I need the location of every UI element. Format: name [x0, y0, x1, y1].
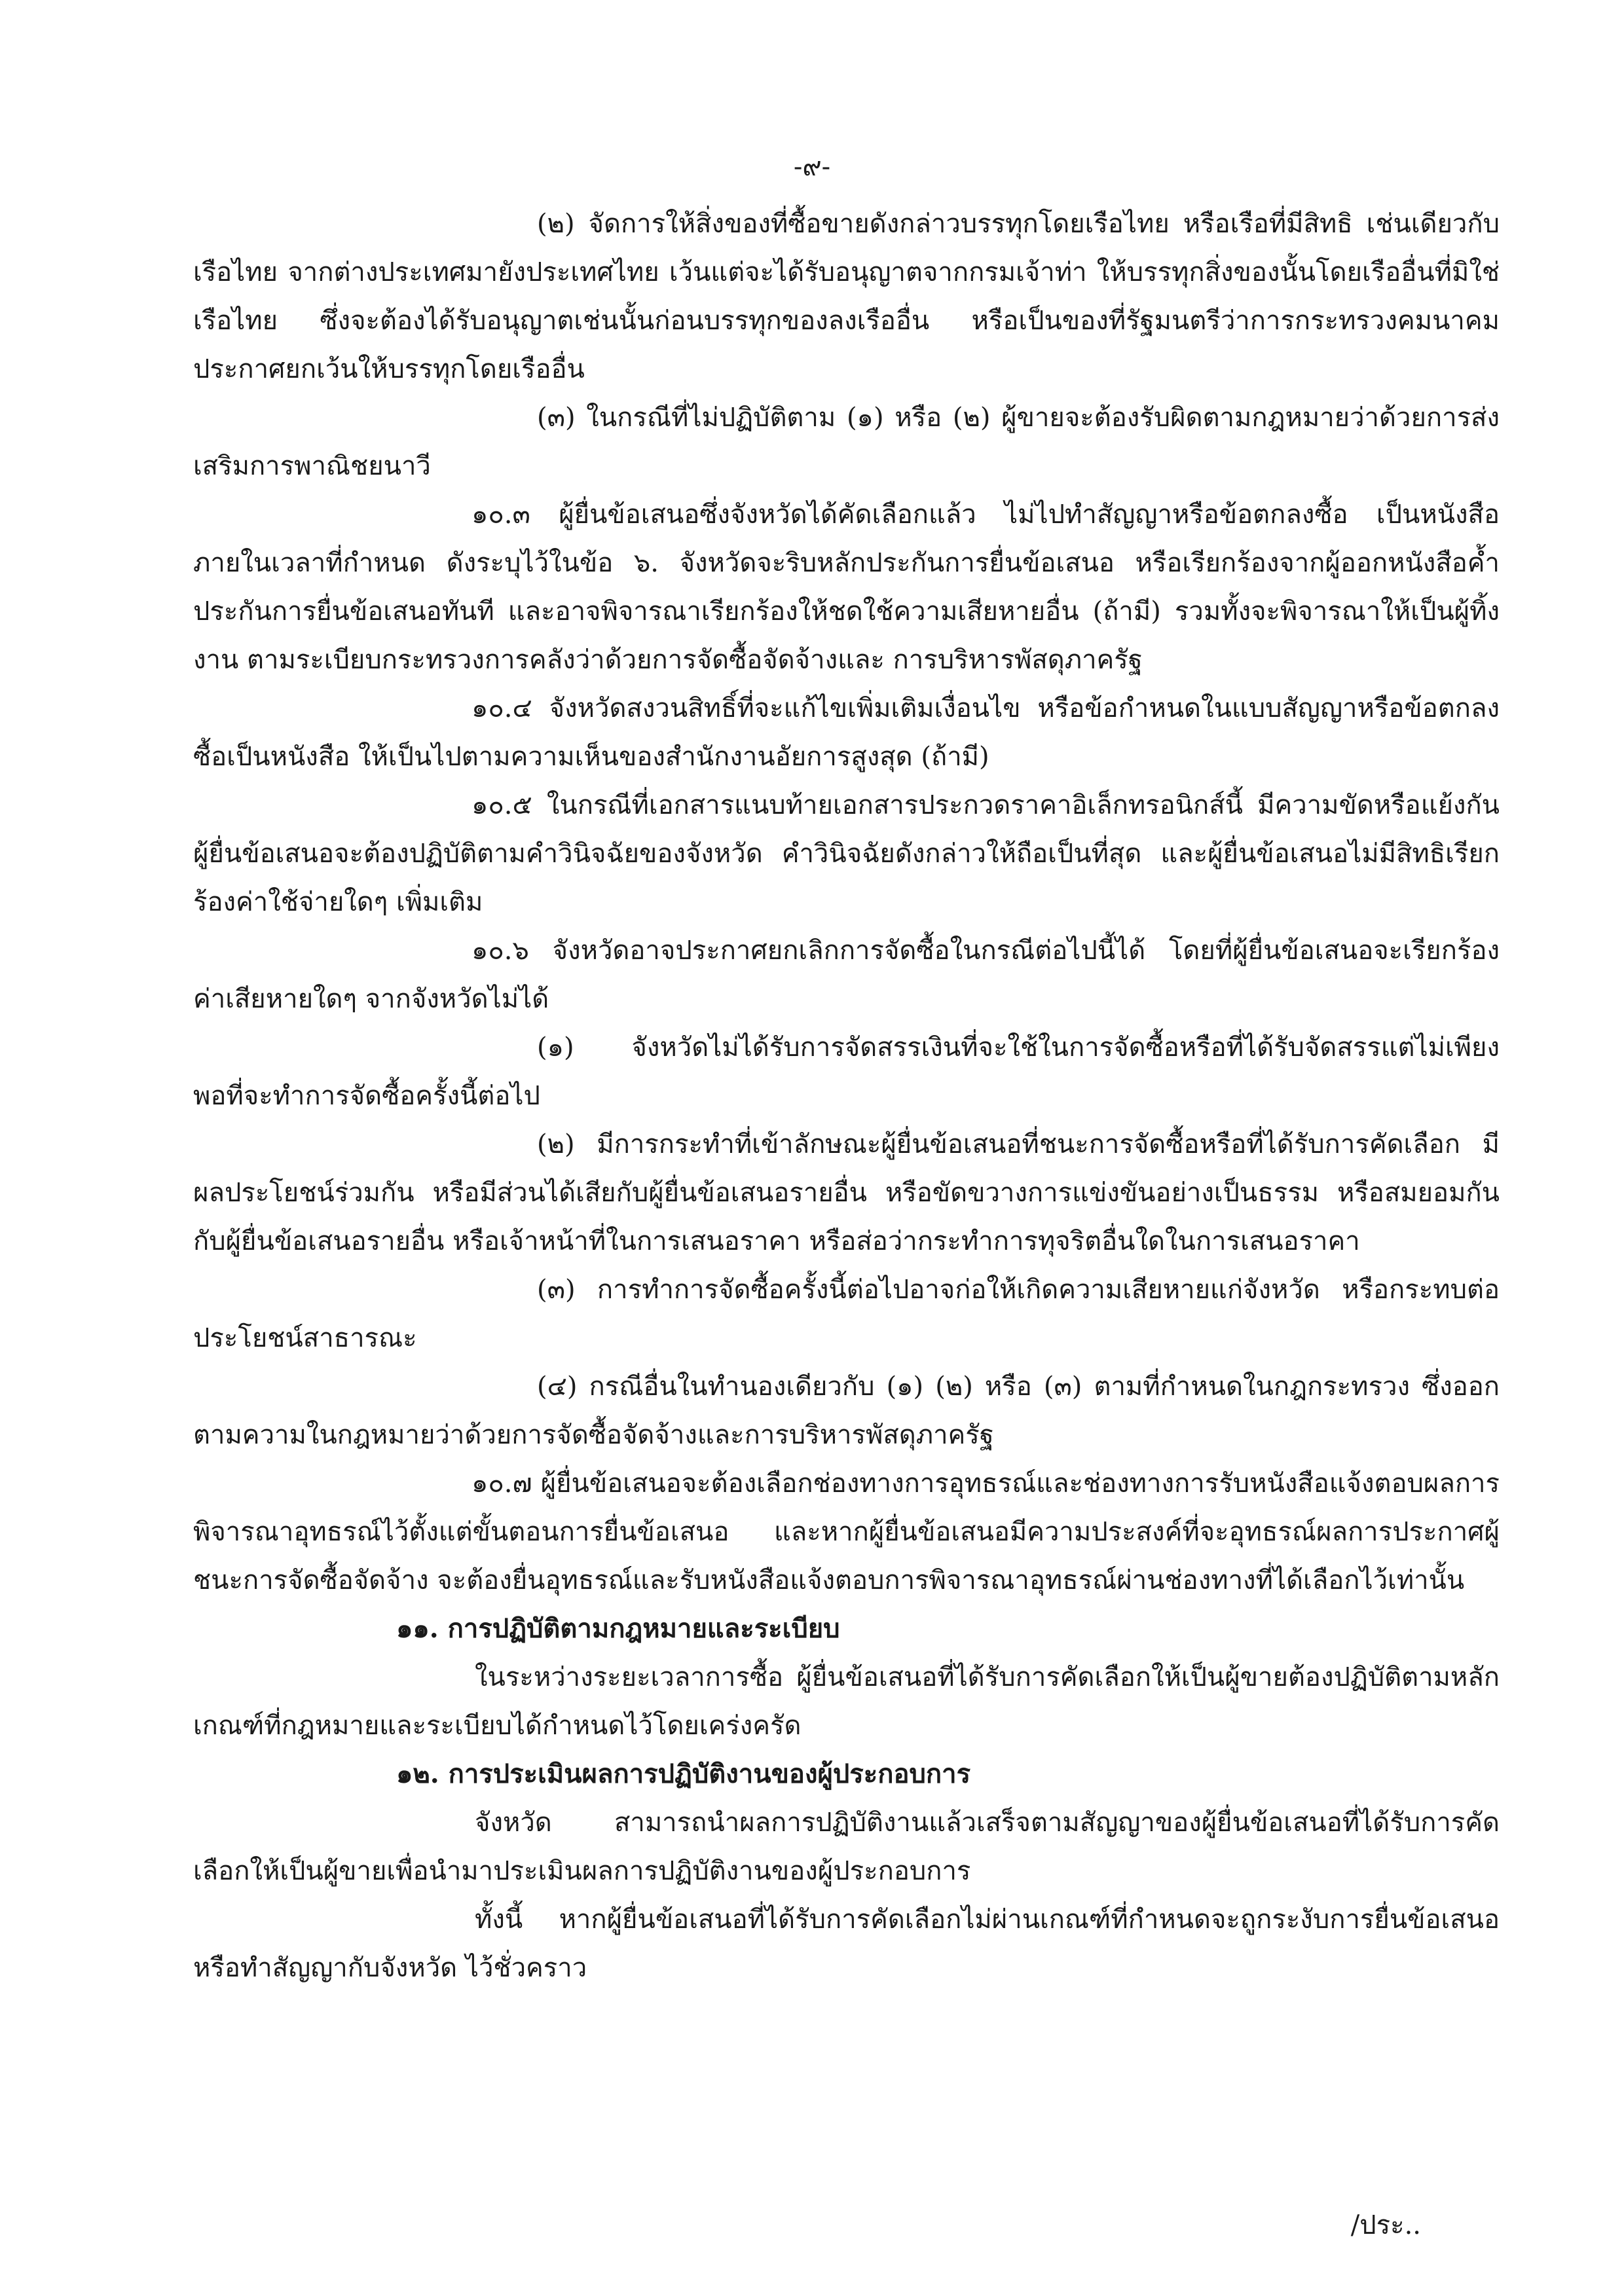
- paragraph: (๓) การทำการจัดซื้อครั้งนี้ต่อไปอาจก่อให้เกิดความเสียหายแก่จังหวัด หรือกระทบต่อประโยชน์สาธารณะ: [193, 1275, 1500, 1353]
- document-body: [193, 200, 1500, 1992]
- paragraph: (๒) มีการกระทำที่เข้าลักษณะผู้ยื่นข้อเสนอที่ชนะการจัดซื้อหรือที่ได้รับการคัดเลือก มีผลประโยชน์ร่วมกัน หรือมีส่วนได้เสียกับผู้ยื่นข้อเสนอรายอื่น หรือขัดขวางการแข่งขันอย่างเป็นธรรม หรือสมยอมกันกับผู้ยื่นข้อเสนอรายอื่น หรือเจ้าหน้าที่ในการเสนอราคา หรือส่อว่ากระทำการทุจริตอื่นใดในการเสนอราคา: [193, 1129, 1500, 1256]
- paragraph: (๑) จังหวัดไม่ได้รับการจัดสรรเงินที่จะใช้ในการจัดซื้อหรือที่ได้รับจัดสรรแต่ไม่เพียงพอที่จะทำการจัดซื้อครั้งนี้ต่อไป: [193, 1032, 1500, 1111]
- paragraph: ในระหว่างระยะเวลาการซื้อ ผู้ยื่นข้อเสนอที่ได้รับการคัดเลือกให้เป็นผู้ขายต้องปฏิบัติตามหลักเกณฑ์ที่กฎหมายและระเบียบได้กำหนดไว้โดยเคร่งครัด: [193, 1662, 1500, 1741]
- paragraph: ทั้งนี้ หากผู้ยื่นข้อเสนอที่ได้รับการคัดเลือกไม่ผ่านเกณฑ์ที่กำหนดจะถูกระงับการยื่นข้อเสนอหรือทำสัญญากับจังหวัด ไว้ชั่วคราว: [193, 1904, 1500, 1983]
- paragraph: ๑๐.๓ ผู้ยื่นข้อเสนอซึ่งจังหวัดได้คัดเลือกแล้ว ไม่ไปทำสัญญาหรือข้อตกลงซื้อ เป็นหนังสือภายในเวลาที่กำหนด ดังระบุไว้ในข้อ ๖. จังหวัดจะริบหลักประกันการยื่นข้อเสนอ หรือเรียกร้องจากผู้ออกหนังสือค้ำประกันการยื่นข้อเสนอทันที และอาจพิจารณาเรียกร้องให้ชดใช้ความเสียหายอื่น (ถ้ามี) รวมทั้งจะพิจารณาให้เป็นผู้ทิ้งงาน ตามระเบียบกระทรวงการคลังว่าด้วยการจัดซื้อจัดจ้างและ การบริหารพัสดุภาครัฐ: [193, 500, 1500, 675]
- section-heading: ๑๑. การปฏิบัติตามกฎหมายและระเบียบ: [396, 1613, 840, 1644]
- continuation-marker: /ประ..: [1350, 2210, 1421, 2240]
- paragraph: ๑๐.๕ ในกรณีที่เอกสารแนบท้ายเอกสารประกวดราคาอิเล็กทรอนิกส์นี้ มีความขัดหรือแย้งกัน ผู้ยื่นข้อเสนอจะต้องปฏิบัติตามคำวินิจฉัยของจังหวัด คำวินิจฉัยดังกล่าวให้ถือเป็นที่สุด และผู้ยื่นข้อเสนอไม่มีสิทธิเรียกร้องค่าใช้จ่ายใดๆ เพิ่มเติม: [193, 790, 1500, 917]
- paragraph: (๔) กรณีอื่นในทำนองเดียวกับ (๑) (๒) หรือ (๓) ตามที่กำหนดในกฎกระทรวง ซึ่งออกตามความในกฎหมายว่าด้วยการจัดซื้อจัดจ้างและการบริหารพัสดุภาครัฐ: [193, 1372, 1500, 1450]
- paragraph: จังหวัด สามารถนำผลการปฏิบัติงานแล้วเสร็จตามสัญญาของผู้ยื่นข้อเสนอที่ได้รับการคัดเลือกให้เป็นผู้ขายเพื่อนำมาประเมินผลการปฏิบัติงานของผู้ประกอบการ: [193, 1808, 1500, 1886]
- section-heading: ๑๒. การประเมินผลการปฏิบัติงานของผู้ประกอบการ: [396, 1758, 971, 1789]
- paragraph: ๑๐.๗ ผู้ยื่นข้อเสนอจะต้องเลือกช่องทางการอุทธรณ์และช่องทางการรับหนังสือแจ้งตอบผลการพิจารณาอุทธรณ์ไว้ตั้งแต่ขั้นตอนการยื่นข้อเสนอ และหากผู้ยื่นข้อเสนอมีความประสงค์ที่จะอุทธรณ์ผลการประกาศผู้ชนะการจัดซื้อจัดจ้าง จะต้องยื่นอุทธรณ์และรับหนังสือแจ้งตอบการพิจารณาอุทธรณ์ผ่านช่องทางที่ได้เลือกไว้เท่านั้น: [193, 1468, 1500, 1595]
- page-number: -๙-: [793, 152, 831, 182]
- paragraph: ๑๐.๔ จังหวัดสงวนสิทธิ์ที่จะแก้ไขเพิ่มเติมเงื่อนไข หรือข้อกำหนดในแบบสัญญาหรือข้อตกลงซื้อเป็นหนังสือ ให้เป็นไปตามความเห็นของสำนักงานอัยการสูงสุด (ถ้ามี): [193, 693, 1500, 772]
- paragraph: (๓) ในกรณีที่ไม่ปฏิบัติตาม (๑) หรือ (๒) ผู้ขายจะต้องรับผิดตามกฎหมายว่าด้วยการส่งเสริมการพาณิชยนาวี: [193, 403, 1500, 481]
- paragraph: ๑๐.๖ จังหวัดอาจประกาศยกเลิกการจัดซื้อในกรณีต่อไปนี้ได้ โดยที่ผู้ยื่นข้อเสนอจะเรียกร้องค่าเสียหายใดๆ จากจังหวัดไม่ได้: [193, 936, 1500, 1014]
- paragraph: (๒) จัดการให้สิ่งของที่ซื้อขายดังกล่าวบรรทุกโดยเรือไทย หรือเรือที่มีสิทธิ เช่นเดียวกับเรือไทย จากต่างประเทศมายังประเทศไทย เว้นแต่จะได้รับอนุญาตจากกรมเจ้าท่า ให้บรรทุกสิ่งของนั้นโดยเรืออื่นที่มิใช่เรือไทย ซึ่งจะต้องได้รับอนุญาตเช่นนั้นก่อนบรรทุกของลงเรืออื่น หรือเป็นของที่รัฐมนตรีว่าการกระทรวงคมนาคมประกาศยกเว้นให้บรรทุกโดยเรืออื่น: [193, 209, 1500, 384]
